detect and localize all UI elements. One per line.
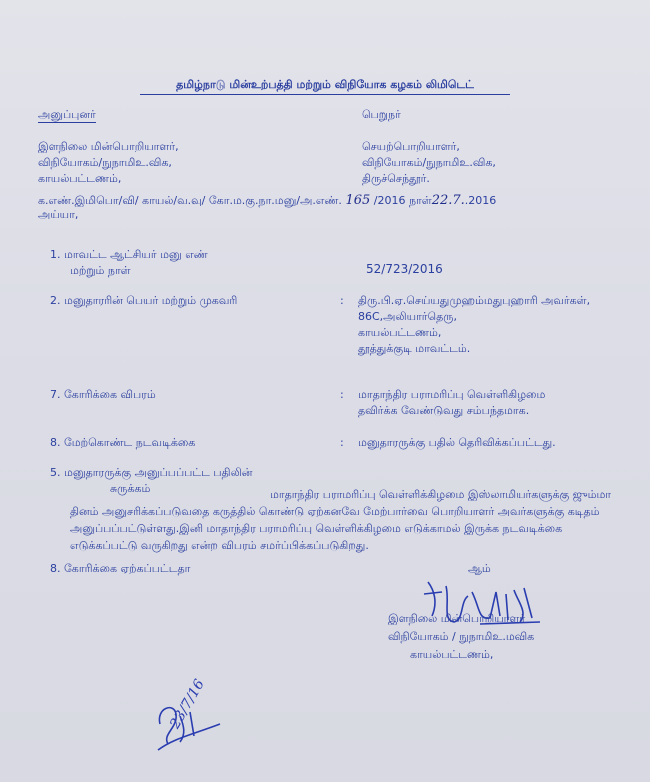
salutation: அய்யா, <box>38 208 79 221</box>
item-1-label-2: மற்றும் நாள் <box>70 264 131 277</box>
to-label: பெறுநர் <box>362 108 401 121</box>
to-line-3: திருச்செந்தூர். <box>362 172 430 185</box>
reference-number: 165 <box>345 193 371 208</box>
to-line-1: செயற்பொறியாளர், <box>362 140 460 153</box>
from-line-2: விநியோகம்/நுநாமிஉ.விக, <box>38 156 172 169</box>
item-7-colon: : <box>340 388 344 401</box>
final-item-label: 8. கோரிக்கை ஏற்கப்பட்டதா <box>50 562 191 575</box>
reference-prefix: க.எண்.இமிபொ/வி/ காயல்/வ.வு/ கோ.ம.கு.நா.மனு/அ.எண். <box>38 194 342 207</box>
reference-line <box>38 194 496 208</box>
item-8-label: 8. மேற்கொண்ட நடவடிக்கை <box>50 436 196 449</box>
item-8-value: மனுதாரருக்கு பதில் தெரிவிக்கப்பட்டது. <box>358 436 556 449</box>
reply-paragraph: மாதாந்திர பராமரிப்பு வெள்ளிக்கிழமை இஸ்லாமியர்களுக்கு ஜும்மா தினம் அனுசரிக்கப்படுவதை கருத்தில் கொண்டு ஏற்கனவே மேற்பார்வை பொறியாளர் அவர்களுக்கு கடிதம் அனுப்பப்பட்டுள்ளது.இனி மாதாந்திர பராமரிப்பு வெள்ளிக்கிழமை எடுக்காமல் இருக்க நடவடிக்கை எடுக்கப்பட்டு வருகிறது என்ற விபரம் சமர்ப்பிக்கப்படுகிறது. <box>70 488 612 552</box>
from-label: அனுப்புனர் <box>38 108 96 121</box>
signature-line-1: இளநிலை மின்பொறியாளர் <box>388 612 526 625</box>
item-2-value-3: காயல்பட்டணம், <box>358 326 442 339</box>
final-item-value: ஆம் <box>468 562 491 575</box>
item-5-label: 5. மனுதாரருக்கு அனுப்பப்பட்ட பதிலின் <box>50 466 253 479</box>
reference-date-handwritten: 22.7. <box>431 193 465 208</box>
item-7-value-1: மாதாந்திர பராமரிப்பு வெள்ளிகிழமை <box>358 388 546 401</box>
signature-left-date: 23/7/16 <box>167 676 208 732</box>
item-2-label: 2. மனுதாரரின் பெயர் மற்றும் முகவரி <box>50 294 238 307</box>
signature-line-2: விநியோகம் / நுநாமிஉ.மவிக <box>388 630 535 643</box>
item-2-value-2: 86C,அலியார்தெரு, <box>358 310 457 323</box>
item-7-label: 7. கோரிக்கை விபரம் <box>50 388 156 401</box>
item-2-value-1: திரு.பி.ஏ.செய்யதுமுஹம்மதுபுஹாரி அவர்கள், <box>358 294 591 307</box>
item-1-label: 1. மாவட்ட ஆட்சியர் மனு எண் <box>50 248 208 261</box>
to-line-2: விநியோகம்/நுநாமிஉ.விக, <box>362 156 496 169</box>
reference-date-end: .2016 <box>464 194 497 207</box>
item-1-value: 52/723/2016 <box>366 262 443 276</box>
document-title: தமிழ்நாடு மின்உற்பத்தி மற்றும் விநியோக கழகம் லிமிடெட் <box>140 78 510 95</box>
item-8-colon: : <box>340 436 344 449</box>
item-2-value-4: தூத்துக்குடி மாவட்டம். <box>358 342 471 355</box>
from-line-1: இளநிலை மின்பொறியாளர், <box>38 140 179 153</box>
item-5-label-2: சுருக்கம் <box>110 482 151 495</box>
from-line-3: காயல்பட்டணம், <box>38 172 122 185</box>
reference-year: /2016 நாள் <box>373 194 432 207</box>
item-7-value-2: தவிர்க்க வேண்டுவது சம்பந்தமாக. <box>358 404 530 417</box>
signature-line-3: காயல்பட்டணம், <box>410 648 494 661</box>
item-2-colon: : <box>340 294 344 307</box>
